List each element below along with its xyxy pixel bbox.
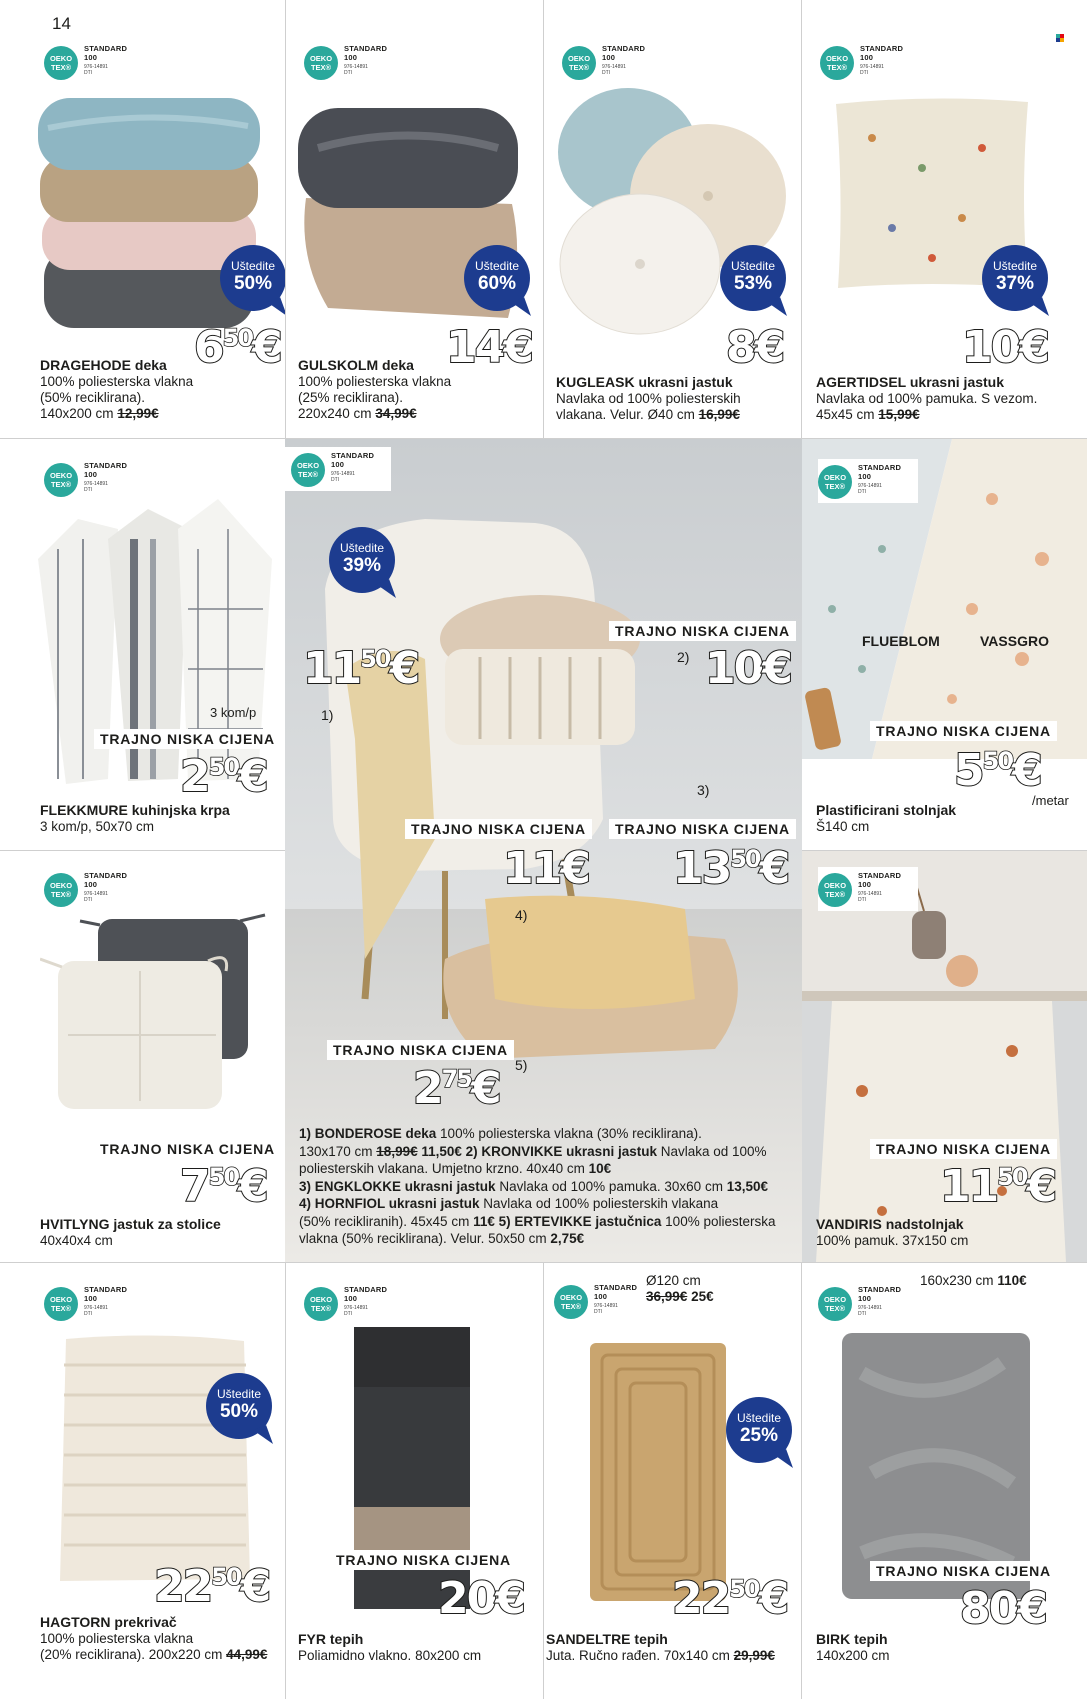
- savings-badge: Uštedite 53%: [720, 245, 786, 311]
- savings-badge: Uštedite 60%: [464, 245, 530, 311]
- product-flekkmure[interactable]: [0, 439, 285, 850]
- savings-badge: Uštedite 37%: [982, 245, 1048, 311]
- product-gulskolm[interactable]: [286, 0, 543, 438]
- tag-low-price: TRAJNO NISKA CIJENA: [870, 1139, 1057, 1159]
- product-description: Juta. Ručno rađen. 70x140 cm 29,99€: [546, 1648, 775, 1663]
- bedspread-image: [60, 1335, 250, 1585]
- product-description: 100% poliesterska vlakna (50% reciklirana). 140x200 cm 12,99€: [40, 374, 194, 421]
- oeko-tex-badge: OEKO TEX® STANDARD 100 976-14891 DTI: [562, 40, 662, 84]
- oeko-tex-badge: OEKO TEX® STANDARD 100 976-14891 DTI: [818, 1281, 918, 1325]
- tag-low-price: TRAJNO NISKA CIJENA: [94, 1139, 281, 1159]
- product-name: AGERTIDSEL ukrasni jastuk: [816, 374, 1005, 390]
- oeko-tex-badge: OEKO TEX® STANDARD 100 976-14891 DTI: [44, 867, 144, 911]
- savings-badge: Uštedite 25%: [726, 1397, 792, 1463]
- product-hagtorn[interactable]: [0, 1263, 285, 1699]
- product-sandeltre[interactable]: [544, 1263, 801, 1699]
- page-number: 14: [52, 14, 71, 33]
- product-dragehode[interactable]: [0, 0, 285, 438]
- item-number-1: 1): [321, 707, 334, 723]
- savings-badge: Uštedite 50%: [206, 1373, 272, 1439]
- price-1: 1150€: [303, 643, 419, 694]
- product-vandiris[interactable]: [802, 851, 1087, 1262]
- oeko-tex-badge: OEKO TEX® STANDARD 100 976-14891 DTI: [554, 1279, 654, 1323]
- price-5: 275€: [413, 1063, 500, 1114]
- price: 650€: [194, 322, 281, 373]
- oeko-tex-badge: OEKO TEX® STANDARD 100 976-14891 DTI: [818, 867, 918, 911]
- price-3: 11€: [503, 843, 589, 894]
- price: 20€: [438, 1573, 524, 1624]
- product-name: DRAGEHODE deka: [40, 357, 167, 373]
- product-name: FYR tepih: [298, 1631, 364, 1647]
- product-name: HVITLYNG jastuk za stolice: [40, 1216, 221, 1232]
- tag-low-price: TRAJNO NISKA CIJENA: [327, 1040, 514, 1060]
- price-unit: /metar: [1032, 793, 1069, 808]
- product-description: 140x200 cm: [816, 1648, 890, 1663]
- oeko-tex-badge: OEKO TEX® STANDARD 100 976-14891 DTI: [44, 457, 144, 501]
- price: 1150€: [940, 1161, 1056, 1212]
- price: 550€: [954, 745, 1041, 796]
- tag-low-price: TRAJNO NISKA CIJENA: [330, 1550, 517, 1570]
- item-number-3: 3): [697, 782, 710, 798]
- product-kugleask[interactable]: [544, 0, 801, 438]
- price-2: 10€: [705, 643, 791, 694]
- product-description: 40x40x4 cm: [40, 1233, 113, 1248]
- price-4: 1350€: [673, 843, 789, 894]
- price: 2250€: [672, 1573, 788, 1624]
- size-variant: Ø120 cm 36,99€ 25€: [646, 1273, 714, 1304]
- oeko-tex-badge: OEKO TEX® STANDARD 100 976-14891 DTI: [44, 40, 144, 84]
- oeko-tex-badge: OEKO TEX® STANDARD 100 976-14891 DTI: [818, 459, 918, 503]
- product-name: VANDIRIS nadstolnjak: [816, 1216, 964, 1232]
- tag-low-price: TRAJNO NISKA CIJENA: [609, 819, 796, 839]
- product-name: GULSKOLM deka: [298, 357, 414, 373]
- savings-badge: Uštedite 50%: [220, 245, 285, 311]
- product-fyr[interactable]: [286, 1263, 543, 1699]
- tag-low-price: TRAJNO NISKA CIJENA: [870, 721, 1057, 741]
- product-name: BIRK tepih: [816, 1631, 888, 1647]
- tag-low-price: TRAJNO NISKA CIJENA: [405, 819, 592, 839]
- product-name: HAGTORN prekrivač: [40, 1614, 177, 1630]
- set-description: 1) BONDEROSE deka 100% poliesterska vlakna (30% reciklirana). 130x170 cm 18,99€ 11,50€ 2) KRONVIKKE ukrasni jastuk Navlaka od 100% poliesterskih vlakana. Umjetno krzno. 40x40 cm 10€ 3) ENGKLOKKE ukrasni jastuk Navlaka od 100% pamuka. 30x60 cm 13,50€ 4) HORNFIOL ukrasni jastuk Navlaka od 100% poliesterskih vlakana (50% recikliranih). 45x45 cm 11€ 5) ERTEVIKKE jastučnica 100% poliesterska vlakna (50% reciklirana). Velur. 50x50 cm 2,75€: [299, 1126, 776, 1246]
- product-name: KUGLEASK ukrasni jastuk: [556, 374, 733, 390]
- shaggy-rug-image: [842, 1333, 1030, 1599]
- price: 250€: [180, 751, 267, 802]
- price: 750€: [180, 1161, 267, 1212]
- item-number-2: 2): [677, 649, 690, 665]
- product-agertidsel[interactable]: [802, 0, 1087, 438]
- product-name: FLEKKMURE kuhinjska krpa: [40, 802, 230, 818]
- oeko-tex-badge: OEKO TEX® STANDARD 100 976-14891 DTI: [304, 40, 404, 84]
- product-description: Navlaka od 100% poliesterskih vlakana. Velur. Ø40 cm 16,99€: [556, 391, 741, 422]
- product-description: Navlaka od 100% pamuka. S vezom. 45x45 cm 15,99€: [816, 391, 1038, 422]
- tag-low-price: TRAJNO NISKA CIJENA: [609, 621, 796, 641]
- item-number-4: 4): [515, 907, 528, 923]
- product-bonderose-scene[interactable]: [285, 439, 802, 1262]
- oeko-tex-badge: OEKO TEX® STANDARD 100 976-14891 DTI: [285, 447, 391, 491]
- item-number-5: 5): [515, 1057, 528, 1073]
- tag-low-price: TRAJNO NISKA CIJENA: [94, 729, 281, 749]
- price: 8€: [726, 322, 784, 373]
- product-description: Š140 cm: [816, 819, 870, 834]
- product-birk[interactable]: [802, 1263, 1087, 1699]
- product-description: 100% poliesterska vlakna (25% reciklirana). 220x240 cm 34,99€: [298, 374, 452, 421]
- pack-size: 3 kom/p: [210, 705, 257, 720]
- product-name: Plastificirani stolnjak: [816, 802, 957, 818]
- product-description: 100% pamuk. 37x150 cm: [816, 1233, 969, 1248]
- price: 2250€: [154, 1561, 270, 1612]
- jute-rug-image: [590, 1343, 726, 1601]
- variant-label-flueblom: FLUEBLOM: [862, 633, 940, 649]
- oeko-tex-badge: OEKO TEX® STANDARD 100 976-14891 DTI: [820, 40, 920, 84]
- product-hvitlyng[interactable]: [0, 851, 285, 1262]
- product-description: 100% poliesterska vlakna (20% reciklirana). 200x220 cm 44,99€: [40, 1631, 268, 1662]
- savings-badge: Uštedite 39%: [329, 527, 395, 593]
- price: 80€: [960, 1583, 1046, 1634]
- product-stolnjak[interactable]: [802, 439, 1087, 850]
- oeko-tex-badge: OEKO TEX® STANDARD 100 976-14891 DTI: [304, 1281, 404, 1325]
- size-variant: 160x230 cm 110€: [920, 1273, 1027, 1288]
- chair-pads-image: [40, 911, 270, 1121]
- product-description: 3 kom/p, 50x70 cm: [40, 819, 155, 834]
- price: 14€: [446, 322, 532, 373]
- product-description: Poliamidno vlakno. 80x200 cm: [298, 1648, 482, 1663]
- variant-label-vassgro: VASSGRO: [980, 633, 1049, 649]
- tag-low-price: TRAJNO NISKA CIJENA: [870, 1561, 1057, 1581]
- oeko-tex-badge: OEKO TEX® STANDARD 100 976-14891 DTI: [44, 1281, 144, 1325]
- product-name: SANDELTRE tepih: [546, 1631, 668, 1647]
- price: 10€: [962, 322, 1048, 373]
